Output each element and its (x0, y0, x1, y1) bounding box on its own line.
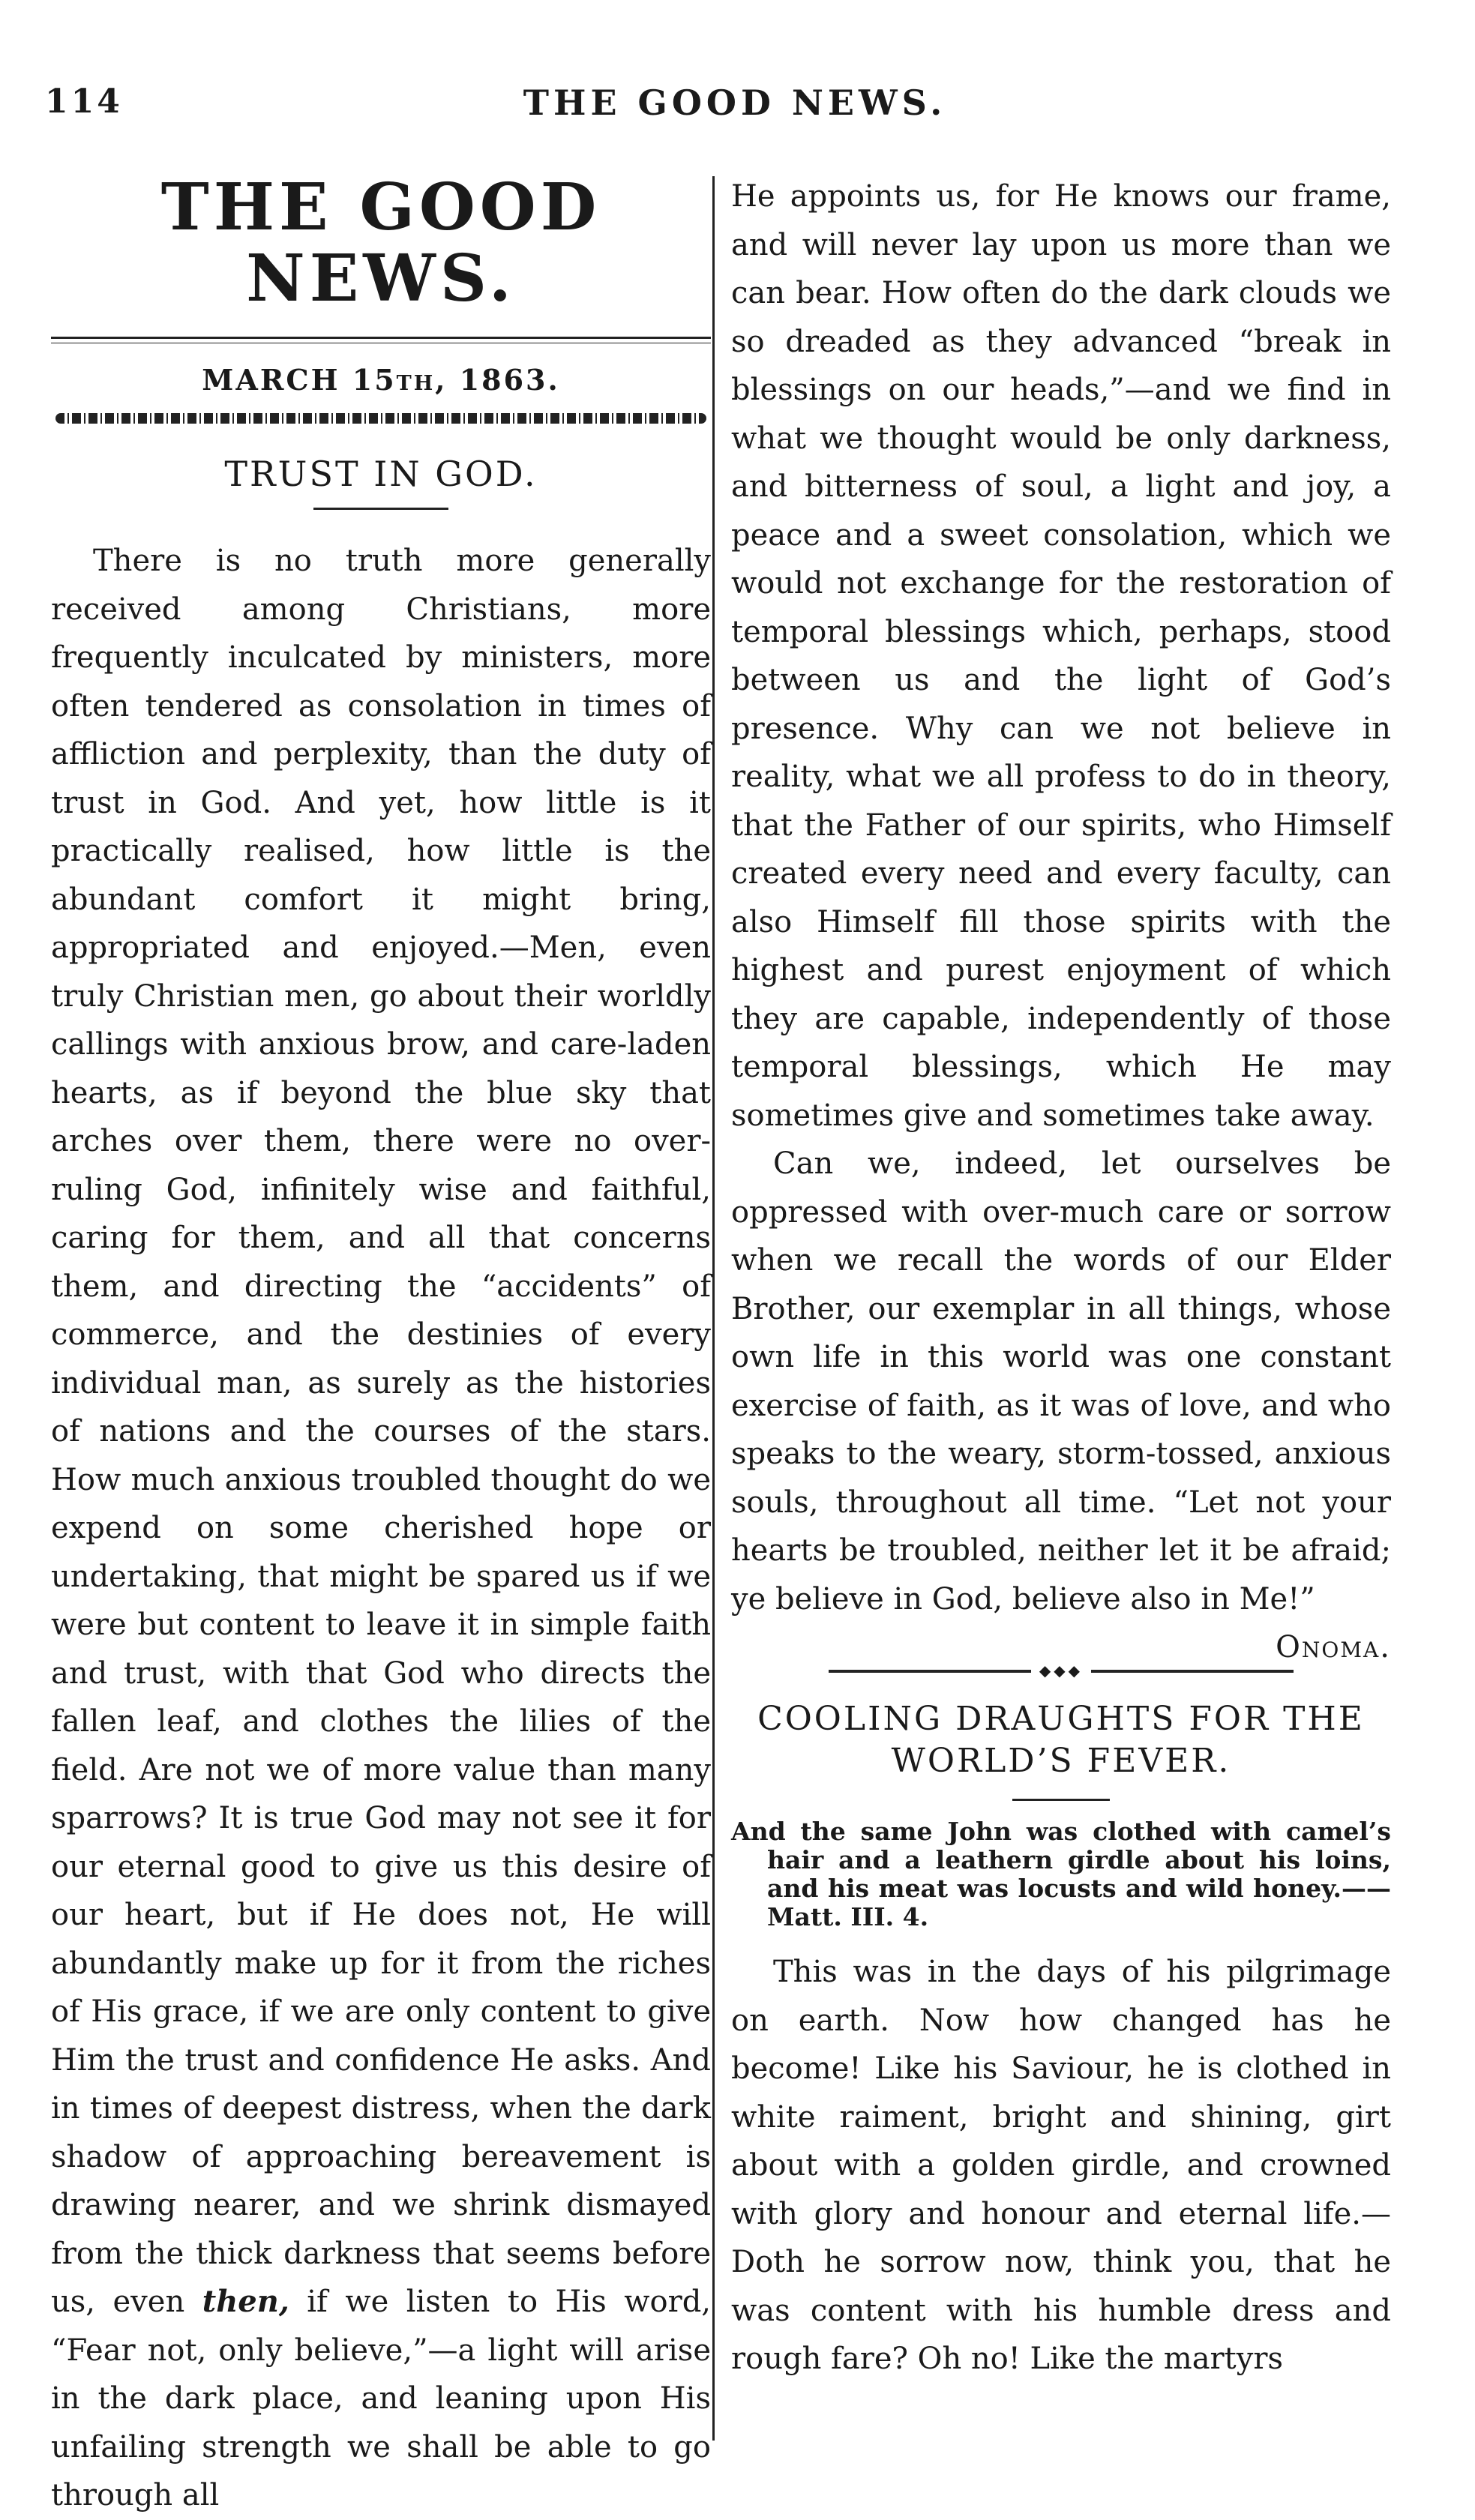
masthead-title: THE GOOD NEWS. (160, 169, 601, 316)
emphasis-word: then, (202, 2284, 289, 2320)
article-paragraph (731, 1140, 1391, 1665)
article-paragraph (51, 537, 711, 2520)
ornament-divider (829, 1662, 1294, 1680)
paragraph-text-end: if we listen to His word, “Fear not, only believe,”—a light will arise in the dark place, and leaning upon His unfailing strength we shall be able to go through all (51, 2285, 712, 2513)
author-signature: Onoma. (1276, 1630, 1391, 1665)
article-title-trust-in-god: TRUST IN GOD. (224, 454, 538, 495)
page-number: 114 (45, 82, 123, 121)
article-paragraph-continued: He appoints us, for He knows our frame, and will never lay upon us more than we can bear. How often do the dark clouds we so dreaded as they advanced “break in blessings on our heads,”—and we find in what we thought would be only darkness, and bitterness of soul, a light and joy, a peace and a sweet consolation, which we would not exchange for the restoration of temporal blessings which, perhaps, stood between us and the light of God’s presence. Why can we not believe in reality, what we all profess to do in theory, that the Father of our spirits, who Himself created every need and every faculty, can also Himself fill those spirits with the highest and purest enjoyment of which they are capable, independently of those temporal blessings, which He may sometimes give and sometimes take away. (731, 179, 1391, 1133)
running-title: THE GOOD NEWS. (523, 82, 947, 123)
article-paragraph: This was in the days of his pilgrimage on earth. Now how changed has he become! Like his Saviour, he is clothed in white raiment, bright and shining, girt about with a golden girdle, and crowned with glory and honour and eternal life.—Doth he sorrow now, think you, that he was content with his humble dress and rough fare? Oh no! Like the martyrs (731, 1955, 1391, 2376)
right-column (731, 172, 1391, 2384)
scripture-epigraph: And the same John was clothed with camel’s hair and a leathern girdle about his loins, and his meat was locusts and wild honey.——Matt. III. 4. (731, 1817, 1391, 1931)
running-head (45, 82, 1425, 135)
article-title-cooling-draughts (731, 1698, 1391, 1782)
title-rule (1012, 1799, 1110, 1801)
column-divider (712, 176, 715, 2441)
chain-ornament-rule (55, 413, 706, 424)
dateline: MARCH 15th, 1863. (202, 363, 560, 397)
ornament-glyph: ◆◆◆ (1031, 1663, 1091, 1678)
masthead-rule (51, 337, 711, 343)
paragraph-text: Can we, indeed, let ourselves be oppressed with over-much care or sorrow when we recall the words of our Elder Brother, our exemplar in all things, whose own life in this world was one constant exercise of faith, as it was of love, and who speaks to the weary, storm-tossed, anxious souls, throughout all time. “Let not your hearts be troubled, neither let it be afraid; ye believe in God, believe also in Me!” (731, 1146, 1391, 1617)
title-line-1: COOLING DRAUGHTS FOR THE (757, 1700, 1365, 1738)
paragraph-text: There is no truth more generally received among Christians, more frequently inculcated by ministers, more often tendered as consolation in times of affliction and perplexity, than the duty of trust in God. And yet, how little is it practically realised, how little is the abundant comfort it might bring, appropriated and enjoyed.—Men, even truly Christian men, go about their worldly callings with anxious brow, and care-laden hearts, as if beyond the blue sky that arches over them, there were no over-ruling God, infinitely wise and faithful, caring for them, and all that concerns them, and directing the “accidents” of commerce, and the destinies of every individual man, as surely as the histories of nations and the courses of the stars. How much anxious troubled thought do we expend on some cherished hope or undertaking, that might be spared us if we were but content to leave it in simple faith and trust, with that God who directs the fallen leaf, and clothes the lilies of the field. Are not we of more value than many sparrows? It is true God may not see it for our eternal good to give us this desire of our heart, but if He does not, He will abundantly make up for it from the riches of His grace, if we are only content to give Him the trust and confidence He asks. And in times of deepest distress, when the dark shadow of approaching bereavement is drawing nearer, and we shrink dismayed from the thick darkness that seems before us, even (51, 544, 711, 2320)
title-line-2: WORLD’S FEVER. (891, 1742, 1231, 1780)
left-column (51, 169, 712, 2520)
title-rule (313, 508, 448, 510)
